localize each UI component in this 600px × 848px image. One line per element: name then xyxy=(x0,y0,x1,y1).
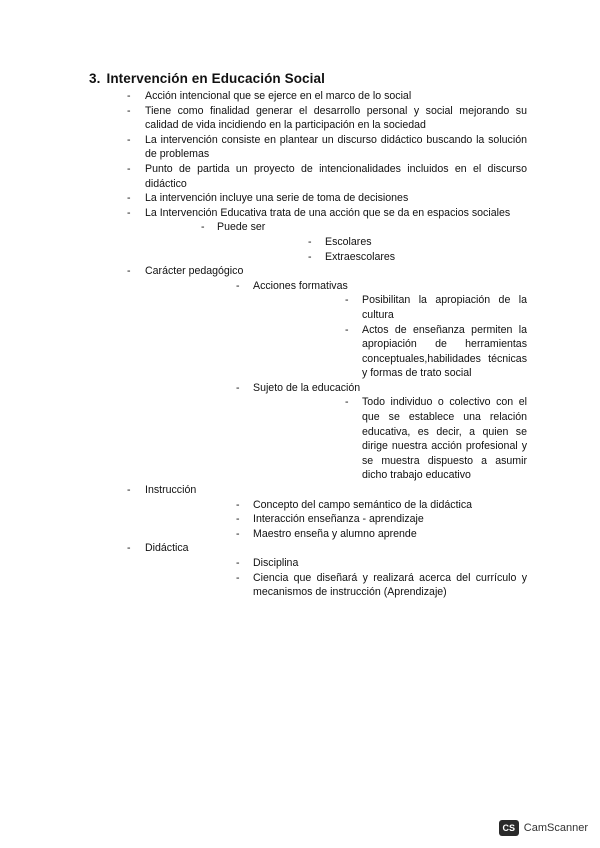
list-item-text: Carácter pedagógico xyxy=(145,265,244,278)
list-item-text: Sujeto de la educación xyxy=(253,381,361,394)
bullet-dash: - xyxy=(236,527,240,540)
list-item xyxy=(0,191,600,206)
bullet-dash: - xyxy=(127,542,131,555)
section-number: 3. xyxy=(89,71,101,86)
list-item-text: Todo individuo o colectivo con el que se establece una relación educativa, es decir, a quien se dirige nuestra acción profesional y se muestra dispuesto a asumir dicho trabajo educativo xyxy=(362,396,527,482)
list-item xyxy=(0,527,600,542)
list-item-text: Acción intencional que se ejerce en el marco de lo social xyxy=(145,90,412,102)
bullet-dash: - xyxy=(127,162,131,175)
list-item-text: Escolares xyxy=(325,235,372,248)
list-item-text: Interacción enseñanza - aprendizaje xyxy=(253,513,424,526)
list-item xyxy=(0,235,600,250)
list-item xyxy=(0,571,600,600)
list-item xyxy=(0,498,600,513)
bullet-dash: - xyxy=(201,221,205,234)
list-item-text: Actos de enseñanza permiten la apropiación de herramientas conceptuales,habilidades técnicas y formas de trato social xyxy=(362,323,527,380)
list-item-text: Posibilitan la apropiación de la cultura xyxy=(362,294,527,321)
bullet-dash: - xyxy=(127,265,131,278)
bullet-dash: - xyxy=(236,381,240,394)
camscanner-logo-icon: CS xyxy=(499,820,519,836)
list-item-text: La Intervención Educativa trata de una acción que se da en espacios sociales xyxy=(145,206,511,219)
camscanner-watermark xyxy=(499,820,588,836)
list-item xyxy=(0,556,600,571)
list-item xyxy=(0,483,600,498)
list-item-text: Disciplina xyxy=(253,557,299,569)
list-item xyxy=(0,323,600,381)
list-item xyxy=(0,133,600,162)
bullet-list xyxy=(0,89,600,600)
bullet-dash: - xyxy=(345,294,349,307)
list-item xyxy=(0,264,600,279)
list-item-text: Tiene como finalidad generar el desarrollo personal y social mejorando su calidad de vida incidiendo en la participación en la sociedad xyxy=(145,104,527,132)
bullet-dash: - xyxy=(127,90,131,102)
list-item xyxy=(0,541,600,556)
list-item-text: Didáctica xyxy=(145,542,189,555)
list-item-text: Punto de partida un proyecto de intencionalidades incluidos en el discurso didáctico xyxy=(145,162,527,190)
list-item xyxy=(0,293,600,322)
bullet-dash: - xyxy=(345,323,349,336)
list-item xyxy=(0,381,600,396)
bullet-dash: - xyxy=(127,192,131,205)
list-item xyxy=(0,512,600,527)
bullet-dash: - xyxy=(236,557,240,569)
list-item-text: La intervención consiste en plantear un discurso didáctico buscando la solución de problemas xyxy=(145,133,527,161)
list-item-text: Maestro enseña y alumno aprende xyxy=(253,527,417,540)
list-item xyxy=(0,220,600,235)
bullet-dash: - xyxy=(345,396,349,409)
list-item-text: Instrucción xyxy=(145,484,197,497)
section-title: Intervención en Educación Social xyxy=(106,71,325,86)
list-item-text: Ciencia que diseñará y realizará acerca del currículo y mecanismos de instrucción (Aprendizaje) xyxy=(253,571,527,599)
list-item xyxy=(0,395,600,483)
list-item-text: Concepto del campo semántico de la didáctica xyxy=(253,498,473,511)
list-item-text: Puede ser xyxy=(217,221,266,234)
bullet-dash: - xyxy=(236,498,240,511)
list-item-text: La intervención incluye una serie de toma de decisiones xyxy=(145,192,409,205)
bullet-dash: - xyxy=(127,206,131,219)
bullet-dash: - xyxy=(236,279,240,292)
bullet-dash: - xyxy=(127,484,131,497)
list-item xyxy=(0,89,600,104)
bullet-dash: - xyxy=(127,104,131,117)
bullet-dash: - xyxy=(308,250,312,263)
camscanner-label: CamScanner xyxy=(523,822,588,834)
bullet-dash: - xyxy=(308,235,312,248)
list-item xyxy=(0,250,600,265)
list-item xyxy=(0,206,600,221)
list-item xyxy=(0,104,600,133)
section-heading xyxy=(89,71,325,86)
list-item-text: Extraescolares xyxy=(325,250,396,263)
list-item-text: Acciones formativas xyxy=(253,279,348,292)
bullet-dash: - xyxy=(127,133,131,146)
bullet-dash: - xyxy=(236,513,240,526)
list-item xyxy=(0,279,600,294)
list-item xyxy=(0,162,600,191)
bullet-dash: - xyxy=(236,571,240,584)
